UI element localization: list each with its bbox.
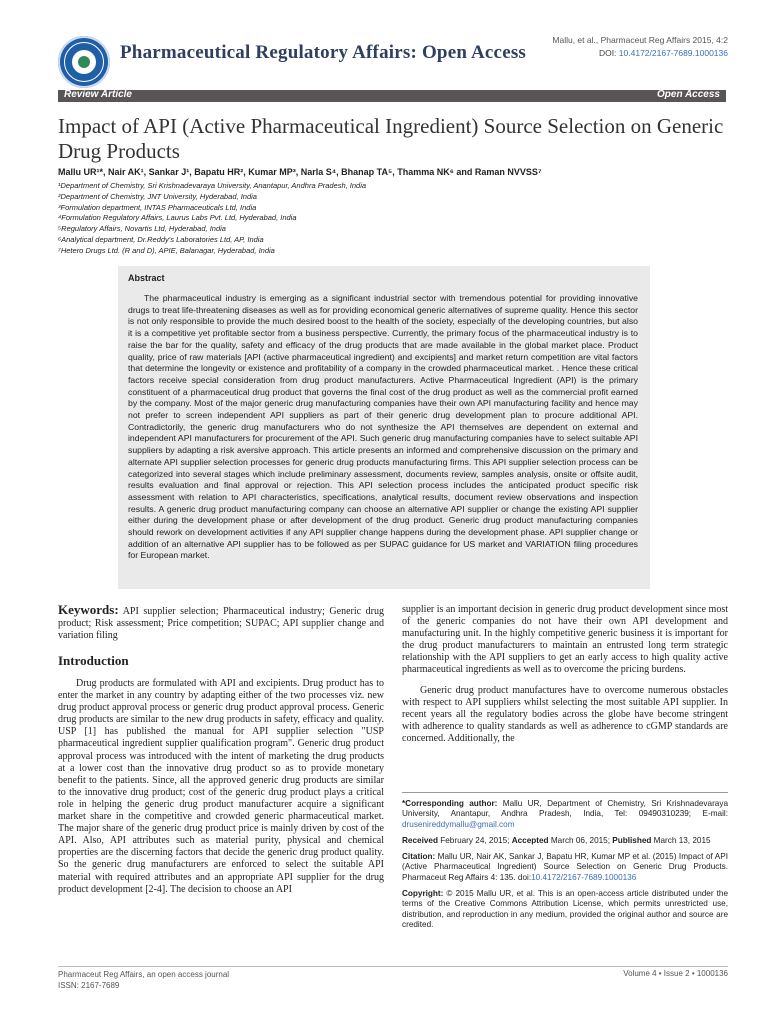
footer-volume: Volume 4 • Issue 2 • 1000136 xyxy=(623,969,728,978)
header-citation: Mallu, et al., Pharmaceut Reg Affairs 2015, 4:2 xyxy=(552,35,728,45)
doi-link[interactable]: 10.4172/2167-7689.1000136 xyxy=(618,48,728,58)
footer-journal-info xyxy=(58,969,229,991)
corresponding-author-text: Mallu UR, Department of Chemistry, Sri Krishnadevaraya University, Anantapur, Andhra Pradesh, India, Tel: 09490310239; E-mail: xyxy=(402,799,728,819)
introduction-paragraph: Drug products are formulated with API and excipients. Drug product has to enter the market in any country by adapting either of the two processes viz. new drug product approval process or generic drug product approval process. Generic drug products are similar to the new drug products in safety, efficacy and quality. USP [1] has published the manual for API supplier selection "USP pharmaceutical ingredient supplier qualification program". Generic drug product approval process was introduced with the intent of marketing the drug products at a lower cost than the innovative drug product so as to provide monetary benefit to the patients. Since, all the approved generic drug products are similar to the innovative drug product; cost of the generic drug product plays a critical role in helping the generic drug product manufacturer acquire a significant market share in the competitive and crowded generic pharmaceutical market. The major share of the generic drug product price is mainly driven by cost of the API. Also, API attributes such as material purity, physical and chemical properties are the discerning factors that decide the generic drug product quality. So the generic drug manufacturers are enforced to select the suitable API material with required attributes and an appropriate API supplier for the drug product development [2-4]. The decision to choose an API xyxy=(58,678,384,895)
article-title: Impact of API (Active Pharmaceutical Ingredient) Source Selection on Generic Drug Products xyxy=(58,114,724,163)
received-date: February 24, 2015; xyxy=(437,835,512,845)
corresponding-author xyxy=(402,799,728,830)
doi-label: DOI: xyxy=(598,48,617,58)
copyright-text: © 2015 Mallu UR, et al. This is an open-access article distributed under the terms of the Creative Commons Attribution License, which permits unrestricted use, distribution, and reproduction in any medium, provided the original author and source are credited. xyxy=(402,889,728,929)
affiliation-item: ³Formulation department, INTAS Pharmaceuticals Ltd, India xyxy=(58,202,257,212)
header-citation-block xyxy=(552,34,728,60)
citation-label: Citation: xyxy=(402,852,436,862)
keywords-paragraph xyxy=(58,604,384,642)
affiliation-list xyxy=(58,181,366,257)
abstract-text: The pharmaceutical industry is emerging as a significant industrial sector with tremendous potential for providing innovative drugs to treat life-threatening diseases as well as for providing economical generic alternatives of supreme quality. Hence this sector is not only responsible to provide the much desired boost to the health of the society, especially of the developing countries, but also it is a competitive yet profitable sector from a business perspective. Currently, the primary focus of the pharmaceutical industry is to raise the bar for the quality, safety and efficacy of the drug products that are made available in the global market place. Product quality, price of raw materials [API (active pharmaceutical ingredient) and excipients] and market return competition are vital factors that determine the longevity or existence and profitability of a company in the crowded pharmaceutical market. . Hence these critical factors receive special consideration from drug product manufacturers. Active Pharmaceutical Ingredient (API) is the primary constituent of a pharmaceutical drug product that governs the final cost of the drug product as well as the commercial profit earned by the company. Most of the major generic drug manufacturing companies have their own API manufacturing facility and hence may not prefer to screen independent API suppliers as part of their generic drug development plan to procure additional API. Contradictorily, the generic drug manufacturers who do not synthesize the API themselves are dependent on external and independent API manufacturers for procurement of the API. Such generic drug manufacturing companies have to select suitable API suppliers by adapting a risk aversive approach. This article presents an informed and comprehensive discussion on the primary and alternate API supplier selection processes for generic drug products manufacturing firms. This API supplier selection process can be categorized into several stages which include preliminary assessment, documents review, samples analysis, onsite or offsite audit, results evaluation and final approval or rejection. This API selection process includes the anticipated product specific risk assessment with relation to API characteristics, specifications, analytical results, document review observations and inspection results. A generic drug product manufacturing company can choose an alternative API supplier or change the existing API supplier either during the development phase or after development of the drug product. Generic drug product manufacturing companies should rework on development activities if any API supplier change happens during the development phase. API supplier change or addition of an alternative API supplier has to be followed as per SUPAC guidance for US market and VARIATION filing procedures for European market. xyxy=(128,293,638,561)
banner-article-type: Review Article xyxy=(64,89,132,100)
article-type-banner xyxy=(58,90,726,102)
body-paragraph: Generic drug product manufactures have to overcome numerous obstacles with respect to API suppliers whilst selecting the most suitable API supplier. In recent years all the regulatory bodies across the globe have become stringent with adherence to quality standards as well as adherence to cGMP standards are concerned. Additionally, the xyxy=(402,684,728,744)
affiliation-item: ¹Department of Chemistry, Sri Krishnadevaraya University, Anantapur, Andhra Pradesh, India xyxy=(58,181,367,190)
introduction-heading: Introduction xyxy=(58,653,129,668)
footer-journal: Pharmaceut Reg Affairs, an open access journal xyxy=(58,970,230,979)
corresponding-author-label: *Corresponding author: xyxy=(402,799,498,808)
affiliation-item: ⁴Formulation Regulatory Affairs, Laurus Labs Pvt. Ltd, Hyderabad, India xyxy=(58,213,297,223)
keywords-heading: Keywords: xyxy=(58,602,119,617)
copyright-block xyxy=(402,889,728,930)
abstract-heading: Abstract xyxy=(128,273,165,283)
affiliation-item: ⁵Regulatory Affairs, Novartis Ltd, Hyderabad, India xyxy=(58,224,226,234)
citation-text: Mallu UR, Nair AK, Sankar J, Bapatu HR, Kumar MP et al. (2015) Impact of API (Active Pharmaceutical Ingredient) Source Selection on Generic Drug Products. Pharmaceut Reg Affairs 4: 135. doi: xyxy=(402,852,728,882)
citation-doi-link[interactable]: 10.4172/2167-7689.1000136 xyxy=(531,872,637,882)
footer-issn: ISSN: 2167-7689 xyxy=(58,981,120,990)
accepted-date: March 06, 2015; xyxy=(548,835,613,845)
body-paragraph: supplier is an important decision in generic drug product development since most of the generic companies do not have their own API development and manufacturing unit. In the highly competitive generic business it is important for the drug product manufacturers to maintain an entrusted long term strategic relationship with the API suppliers to get an early access to high quality active pharmaceutical ingredients as well as to overcome the pricing burdens. xyxy=(402,604,728,676)
copyright-label: Copyright: xyxy=(402,889,444,899)
journal-title: Pharmaceutical Regulatory Affairs: Open Access xyxy=(120,42,527,63)
received-label: Received xyxy=(402,835,438,845)
published-date: March 13, 2015 xyxy=(651,835,711,845)
journal-logo xyxy=(58,36,110,88)
citation-block xyxy=(402,852,728,883)
published-label: Published xyxy=(612,835,652,845)
keywords-text: API supplier selection; Pharmaceutical industry; Generic drug product; Risk assessment; Price competition; SUPAC; API supplier change and variation filing xyxy=(58,606,384,641)
left-column xyxy=(58,604,384,896)
affiliation-item: ⁷Hetero Drugs Ltd. (R and D), APIE, Balanagar, Hyderabad, India xyxy=(58,245,275,255)
header-doi xyxy=(552,47,728,60)
affiliation-item: ⁶Analytical department, Dr.Reddy's Laboratories Ltd, AP, India xyxy=(58,234,264,244)
logo-emblem-icon xyxy=(72,50,96,74)
banner-open-access: Open Access xyxy=(657,89,720,100)
accepted-label: Accepted xyxy=(511,835,549,845)
correspondence-block xyxy=(402,792,728,930)
abstract-box xyxy=(118,266,650,589)
author-list: Mallu UR¹*, Nair AK¹, Sankar J¹, Bapatu HR², Kumar MP³, Narla S⁴, Bhanap TA⁵, Thamma NK⁶ and Raman NVVSS⁷ xyxy=(58,167,542,177)
author-email-link[interactable]: drusenireddymallu@gmail.com xyxy=(402,819,515,829)
affiliation-item: ²Department of Chemistry, JNT University, Hyderabad, India xyxy=(58,191,257,201)
article-dates xyxy=(402,836,728,846)
footer-divider xyxy=(58,966,728,967)
right-column xyxy=(402,604,728,745)
